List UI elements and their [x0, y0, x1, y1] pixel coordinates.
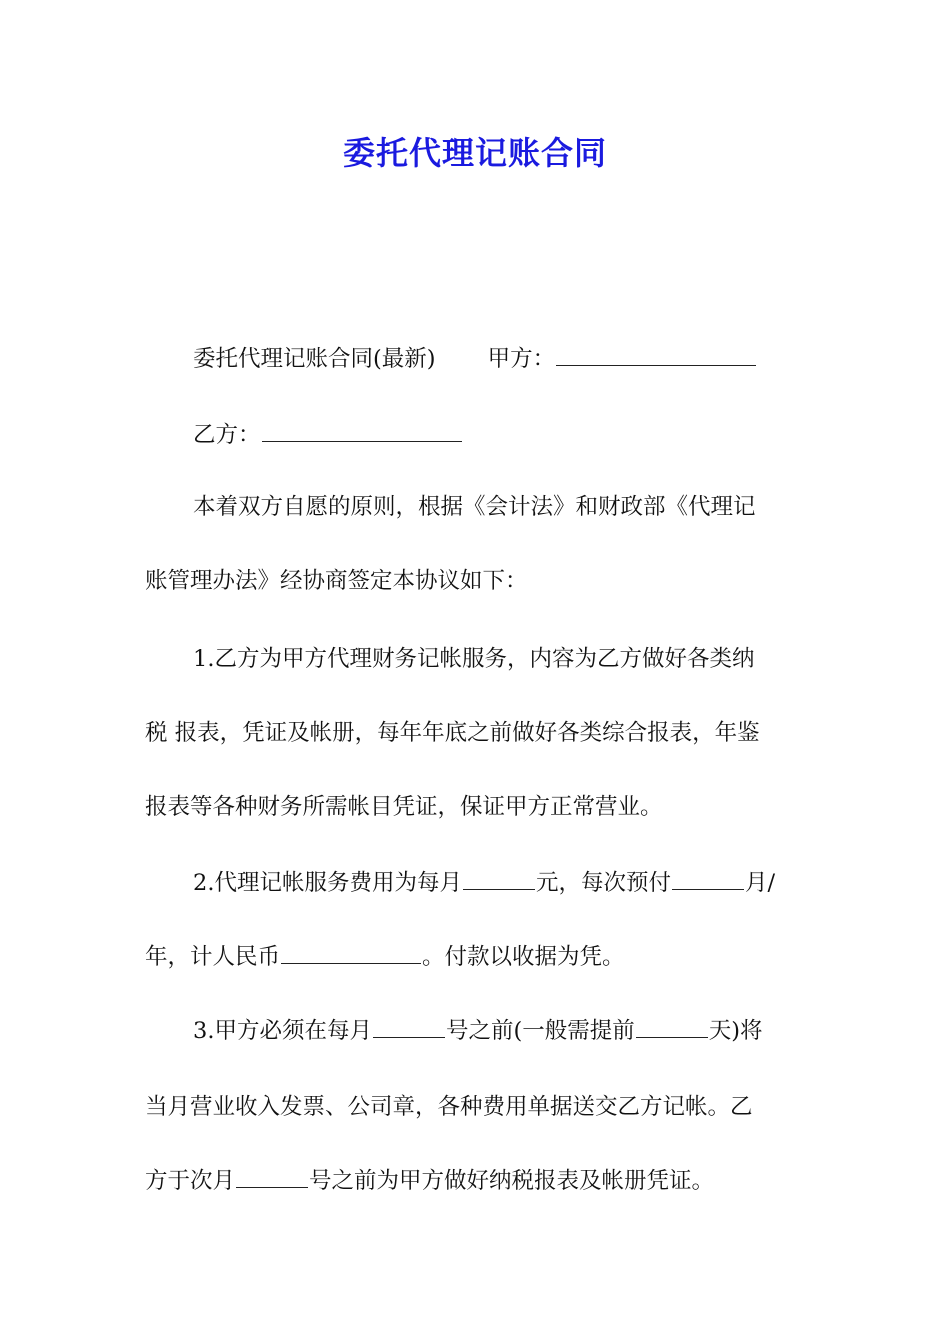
preamble-line-2: 账管理办法》经协商签定本协议如下：	[145, 568, 528, 594]
total-rmb-blank[interactable]	[281, 943, 421, 964]
party-a-label: 甲方：	[487, 346, 556, 372]
clause1-line-3: 报表等各种财务所需帐目凭证，保证甲方正常营业。	[145, 794, 663, 820]
clause2-text-3: 月/	[744, 870, 776, 896]
intro-line	[193, 342, 815, 376]
clause3-text-5: 号之前为甲方做好纳税报表及帐册凭证。	[309, 1168, 715, 1194]
clause3-text-2: 号之前(一般需提前	[445, 1018, 635, 1044]
document-title: 委托代理记账合同	[342, 134, 607, 172]
clause2-text-2: 元，每次预付	[535, 870, 671, 896]
monthly-fee-blank[interactable]	[463, 869, 535, 890]
clause2-line-2	[145, 940, 815, 974]
contract-heading: 委托代理记账合同(最新)	[193, 346, 436, 372]
clause2-text-5: 。付款以收据为凭。	[422, 944, 625, 970]
deadline-day-blank[interactable]	[373, 1017, 445, 1038]
clause1-line-1: 1.乙方为甲方代理财务记帐服务，内容为乙方做好各类纳	[193, 646, 755, 672]
party-b-line	[193, 418, 815, 452]
party-b-blank[interactable]	[262, 421, 462, 442]
clause2-line-1	[193, 866, 815, 900]
clause3-line-3	[145, 1164, 815, 1198]
prepay-months-blank[interactable]	[672, 869, 744, 890]
party-a-blank[interactable]	[556, 345, 756, 366]
clause2-text-4: 年，计人民币	[145, 944, 281, 970]
clause2-text-1: 2.代理记帐服务费用为每月	[193, 870, 462, 896]
advance-days-blank[interactable]	[636, 1017, 708, 1038]
clause3-text-4: 方于次月	[145, 1168, 236, 1194]
clause3-text-1: 3.甲方必须在每月	[193, 1018, 372, 1044]
clause3-text-3: 天)将	[708, 1018, 763, 1044]
next-month-day-blank[interactable]	[236, 1167, 308, 1188]
clause1-line-2: 税 报表，凭证及帐册，每年年底之前做好各类综合报表，年鉴	[145, 720, 760, 746]
clause3-line-1	[193, 1014, 815, 1048]
preamble-line-1: 本着双方自愿的原则，根据《会计法》和财政部《代理记	[193, 494, 756, 520]
clause3-line-2: 当月营业收入发票、公司章，各种费用单据送交乙方记帐。乙	[145, 1094, 753, 1120]
party-b-label: 乙方：	[193, 422, 261, 448]
